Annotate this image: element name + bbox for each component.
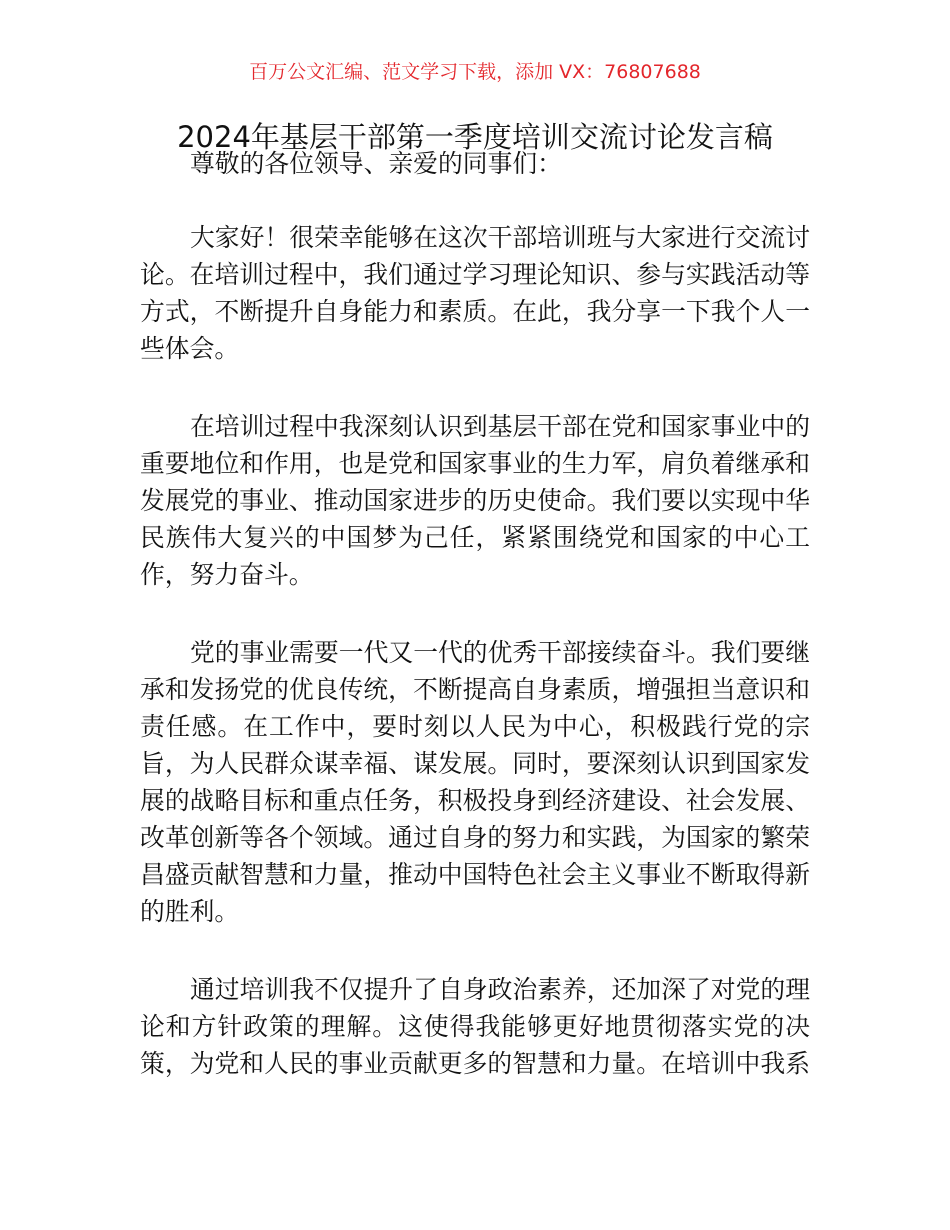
text-line: 民族伟大复兴的中国梦为己任，紧紧围绕党和国家的中心工 (140, 523, 810, 552)
text-line: 责任感。在工作中，要时刻以人民为中心，积极践行党的宗 (140, 712, 810, 741)
text-line: 改革创新等各个领域。通过自身的努力和实践，为国家的繁荣 (140, 823, 810, 852)
text-line: 党的事业需要一代又一代的优秀干部接续奋斗。我们要继 (190, 638, 810, 667)
text-line: 展的战略目标和重点任务，积极投身到经济建设、社会发展、 (140, 786, 810, 815)
salutation (140, 145, 810, 182)
text-line: 昌盛贡献智慧和力量，推动中国特色社会主义事业不断取得新 (140, 860, 810, 889)
text-line: 方式，不断提升自身能力和素质。在此，我分享一下我个人一 (140, 297, 810, 326)
document-body (140, 145, 810, 1082)
watermark-header: 百万公文汇编、范文学习下载，添加 VX：76807688 (249, 61, 701, 83)
paragraph (140, 634, 810, 930)
text-line: 的胜利。 (140, 897, 240, 926)
text-line: 些体会。 (140, 334, 240, 363)
text-line: 尊敬的各位领导、亲爱的同事们： (190, 149, 562, 178)
paragraph (140, 408, 810, 593)
text-line: 通过培训我不仅提升了自身政治素养，还加深了对党的理 (190, 975, 810, 1004)
text-line: 策，为党和人民的事业贡献更多的智慧和力量。在培训中我系 (140, 1049, 810, 1078)
text-line: 重要地位和作用，也是党和国家事业的生力军，肩负着继承和 (140, 449, 810, 478)
text-line: 论。在培训过程中，我们通过学习理论知识、参与实践活动等 (140, 260, 810, 289)
text-line: 大家好！很荣幸能够在这次干部培训班与大家进行交流讨 (190, 223, 810, 252)
paragraph (140, 971, 810, 1082)
paragraph (140, 219, 810, 367)
text-line: 旨，为人民群众谋幸福、谋发展。同时，要深刻认识到国家发 (140, 749, 810, 778)
text-line: 发展党的事业、推动国家进步的历史使命。我们要以实现中华 (140, 486, 810, 515)
text-line: 在培训过程中我深刻认识到基层干部在党和国家事业中的 (190, 412, 810, 441)
text-line: 论和方针政策的理解。这使得我能够更好地贯彻落实党的决 (140, 1012, 810, 1041)
text-line: 作，努力奋斗。 (140, 560, 314, 589)
document-title: 2024年基层干部第一季度培训交流讨论发言稿 (177, 120, 773, 154)
text-line: 承和发扬党的优良传统，不断提高自身素质，增强担当意识和 (140, 675, 810, 704)
